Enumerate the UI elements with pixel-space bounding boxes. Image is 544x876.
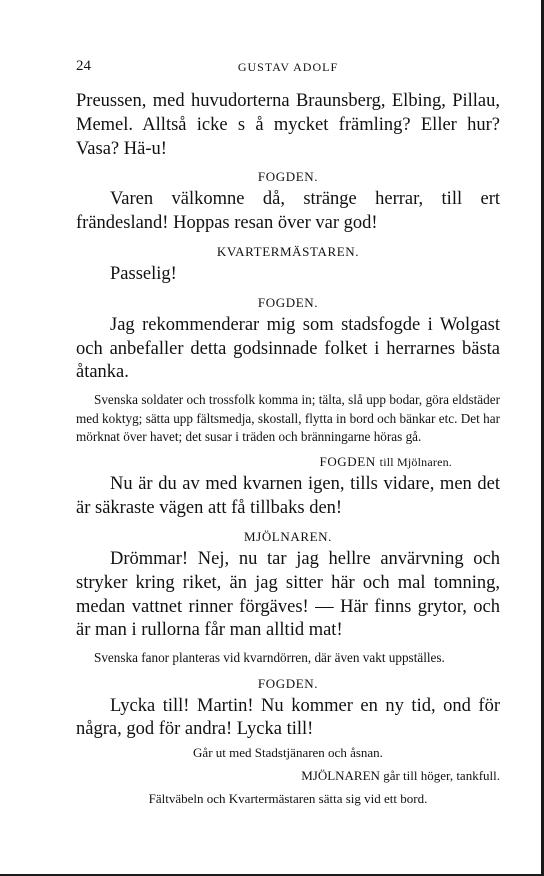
direction-text: går till höger, tankfull. [383, 768, 500, 784]
speaker-heading: FOGDEN. [257, 294, 319, 310]
character-name: MJÖLNAREN [301, 768, 380, 784]
dialogue-paragraph: Drömmar! Nej, nu tar jag hellre anvärvning och stryker kring riket, än jag sitter här och mal tomning, medan vattnet rinner förgäves! — Här finns grytor, och är man i rullorna får man alltid mat! [76, 548, 500, 641]
dialogue-paragraph: Varen välkomne då, stränge herrar, till ert frändesland! Hoppas resan över var god! [76, 189, 500, 234]
speaker-heading: FOGDEN. [257, 675, 319, 691]
page-header [76, 58, 500, 78]
speaker-heading: MJÖLNAREN. [244, 528, 332, 544]
running-head: GUSTAV ADOLF [237, 60, 339, 74]
stage-direction: Går ut med Stadstjänaren och åsnan. [193, 745, 383, 761]
speaker-direction: till Mjölnaren. [379, 455, 452, 470]
dialogue-paragraph: Passelig! [110, 263, 177, 284]
page-body [76, 90, 500, 813]
speaker-heading [76, 454, 452, 470]
dialogue-paragraph: Lycka till! Martin! Nu kommer en ny tid, ond för några, god för andra! Lycka till! [76, 695, 500, 740]
stage-direction: Fältväbeln och Kvartermästaren sätta sig vid ett bord. [148, 791, 428, 807]
dialogue-paragraph: Preussen, med huvudorterna Braunsberg, Elbing, Pillau, Memel. Alltså icke s å mycket främling? Eller hur? Vasa? Hä-u! [76, 91, 500, 159]
stage-direction: Svenska fanor planteras vid kvarndörren, där även vakt uppställes. [94, 650, 445, 666]
speaker-heading: FOGDEN. [257, 169, 319, 185]
page-number: 24 [76, 58, 91, 74]
stage-direction [76, 767, 500, 784]
stage-direction: Svenska soldater och trossfolk komma in; tälta, slå upp bodar, göra eldstäder med koktyg; sätta upp fältsmedja, skostall, flytta in bord och bänkar etc. Det har mörknat över havet; det susar i träden och bränningarne höras gå. [76, 392, 500, 444]
dialogue-paragraph: Nu är du av med kvarnen igen, tills vidare, men det är säkraste vägen att få tillbaks den! [76, 474, 500, 519]
speaker-heading: KVARTERMÄSTAREN. [216, 243, 360, 259]
speaker-name: FOGDEN [319, 454, 376, 470]
dialogue-paragraph: Jag rekommenderar mig som stadsfogde i Wolgast och anbefaller detta godsinnade folket i herrarnes bästa åtanka. [76, 314, 500, 383]
